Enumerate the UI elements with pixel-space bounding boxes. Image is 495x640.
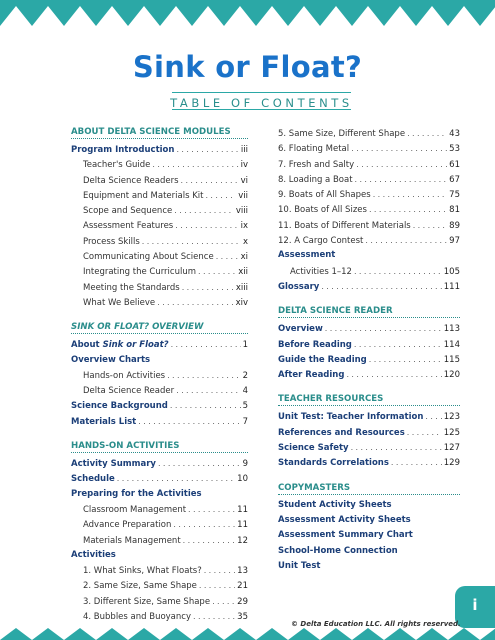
toc-entry-text: 6. Floating Metal xyxy=(278,144,350,155)
toc-entry[interactable] xyxy=(278,513,460,528)
dot-leader xyxy=(157,295,233,310)
toc-page-number: 7 xyxy=(242,416,248,427)
bottom-zigzag-border xyxy=(0,598,495,640)
toc-entry-title xyxy=(71,189,203,204)
toc-entry-title xyxy=(278,426,405,441)
toc-entry-text: 9. Boats of All Shapes xyxy=(278,190,371,201)
toc-entry-text: Meeting the Standards xyxy=(83,282,180,293)
toc-column-right xyxy=(278,126,460,574)
toc-entry-title xyxy=(278,456,389,471)
toc-entry-title xyxy=(278,127,405,142)
toc-page-number: 12 xyxy=(237,535,248,546)
toc-entry-title xyxy=(71,548,116,563)
toc-entry-text: Delta Science Reader xyxy=(83,386,175,397)
dot-leader xyxy=(171,337,241,352)
toc-entry-text: Classroom Management xyxy=(83,504,187,515)
toc-entry[interactable] xyxy=(71,487,248,502)
toc-entry-text: Program Introduction xyxy=(71,145,175,155)
toc-entry-title xyxy=(278,498,392,513)
top-zigzag-border xyxy=(0,0,495,26)
toc-entry[interactable] xyxy=(278,528,460,543)
toc-section-heading xyxy=(71,126,248,139)
section-heading-emphasis: SINK OR FLOAT? xyxy=(71,322,150,333)
toc-entry-text: Overview xyxy=(278,324,323,335)
toc-entry-title xyxy=(71,158,150,173)
toc-entry-text: Communicating About Science xyxy=(83,252,214,263)
toc-entry[interactable] xyxy=(71,517,248,532)
toc-entry[interactable] xyxy=(71,368,248,383)
dot-leader xyxy=(176,142,238,157)
toc-entry[interactable] xyxy=(71,414,248,429)
toc-entry-text: Process Skills xyxy=(83,236,140,247)
toc-entry-text: About xyxy=(71,340,103,351)
toc-page-number: 4 xyxy=(242,386,248,397)
dot-leader xyxy=(204,563,235,578)
toc-entry[interactable] xyxy=(278,264,460,279)
dot-leader xyxy=(351,141,447,156)
toc-entry[interactable] xyxy=(278,559,460,574)
toc-page-number: 21 xyxy=(237,581,248,592)
toc-entry-text: 2. Same Size, Same Shape xyxy=(83,581,197,592)
toc-entry-text: Activity Summary xyxy=(71,459,156,470)
toc-page-number: xiv xyxy=(235,297,248,308)
toc-entry-text: Assessment Summary Chart xyxy=(278,530,413,541)
toc-entry-title xyxy=(278,368,344,383)
toc-entry-text: Teacher's Guide xyxy=(83,160,151,171)
toc-entry-text: 7. Fresh and Salty xyxy=(278,159,355,170)
toc-entry[interactable] xyxy=(278,352,460,367)
dot-leader xyxy=(183,533,236,548)
toc-entry[interactable] xyxy=(278,248,460,263)
section-heading-text: COPYMASTERS xyxy=(278,482,351,493)
toc-page-number: 113 xyxy=(443,324,460,335)
toc-entry-title xyxy=(71,487,202,502)
toc-entry-title xyxy=(278,410,423,425)
toc-entry[interactable] xyxy=(278,157,460,172)
toc-entry-title xyxy=(71,503,186,518)
toc-entry-text: 12. A Cargo Contest xyxy=(278,236,364,247)
dot-leader xyxy=(321,279,441,294)
toc-page-number: 75 xyxy=(449,190,460,201)
toc-entry[interactable] xyxy=(71,548,248,563)
toc-column-left xyxy=(71,126,248,624)
dot-leader xyxy=(170,398,241,413)
toc-entry[interactable] xyxy=(71,383,248,398)
toc-entry[interactable] xyxy=(71,203,248,218)
toc-page-number: 61 xyxy=(449,159,460,170)
toc-entry[interactable] xyxy=(71,398,248,413)
toc-entry[interactable] xyxy=(71,295,248,310)
toc-page-number: 5 xyxy=(242,401,248,412)
toc-entry-title xyxy=(71,265,196,280)
toc-entry[interactable] xyxy=(278,455,460,470)
toc-entry-text: Student Activity Sheets xyxy=(278,499,392,510)
toc-entry[interactable] xyxy=(71,337,248,352)
toc-entry-text: Before Reading xyxy=(278,339,352,350)
toc-entry[interactable] xyxy=(278,544,460,559)
toc-entry-title xyxy=(278,338,352,353)
toc-entry[interactable] xyxy=(278,279,460,294)
toc-entry-text: Schedule xyxy=(71,474,115,485)
toc-entry-title xyxy=(278,219,411,234)
toc-entry[interactable] xyxy=(71,502,248,517)
toc-entry-title xyxy=(71,338,169,353)
dot-leader xyxy=(142,234,241,249)
toc-entry[interactable] xyxy=(278,367,460,382)
toc-page-number: iii xyxy=(240,145,248,155)
toc-page-number: viii xyxy=(235,206,248,217)
toc-entry-text: Advance Preparation xyxy=(83,520,172,531)
toc-entry-title xyxy=(278,188,371,203)
dot-leader xyxy=(346,367,441,382)
toc-entry-title xyxy=(278,353,367,368)
toc-entry[interactable] xyxy=(71,578,248,593)
toc-entry[interactable] xyxy=(71,280,248,295)
toc-entry-title xyxy=(278,234,363,249)
toc-entry[interactable] xyxy=(71,234,248,249)
dot-leader xyxy=(356,157,447,172)
toc-entry-text: Standards Correlations xyxy=(278,458,389,469)
toc-page-number: 115 xyxy=(443,354,460,365)
toc-page-number: 2 xyxy=(242,370,248,381)
dot-leader xyxy=(199,578,235,593)
toc-entry-text: Overview Charts xyxy=(71,354,151,365)
toc-entry-title xyxy=(71,353,150,368)
dot-leader xyxy=(158,456,241,471)
toc-entry[interactable] xyxy=(71,533,248,548)
toc-page-number: vi xyxy=(240,175,248,186)
toc-section-heading xyxy=(278,393,460,406)
toc-section-heading xyxy=(278,482,460,495)
toc-entry-text: Unit Test: Teacher Information xyxy=(278,412,424,423)
dot-leader xyxy=(182,280,234,295)
toc-entry-text: Activities xyxy=(71,549,116,560)
toc-page-number: xi xyxy=(240,252,248,263)
toc-entry[interactable] xyxy=(71,456,248,471)
toc-entry[interactable] xyxy=(278,425,460,440)
toc-entry-title xyxy=(278,280,319,295)
toc-entry-title xyxy=(278,544,398,559)
toc-entry-text: Preparing for the Activities xyxy=(71,488,202,499)
dot-leader xyxy=(413,218,447,233)
dot-leader xyxy=(325,321,442,336)
toc-entry-emphasis: Sink or Float? xyxy=(102,340,169,351)
toc-page-number: 29 xyxy=(237,596,248,607)
toc-page-number: 43 xyxy=(449,129,460,139)
toc-entry-text: 8. Loading a Boat xyxy=(278,174,353,185)
toc-page-number: 67 xyxy=(449,174,460,185)
toc-entry[interactable] xyxy=(71,218,248,233)
dot-leader xyxy=(174,203,234,218)
toc-entry-text: Guide the Reading xyxy=(278,354,367,365)
toc-page-number: 111 xyxy=(443,281,460,292)
toc-entry-title xyxy=(71,281,180,296)
toc-entry-text: Assessment Features xyxy=(83,221,174,232)
dot-leader xyxy=(205,188,236,203)
dot-leader xyxy=(198,264,236,279)
toc-page-number: 105 xyxy=(443,266,460,277)
toc-entry-title xyxy=(71,143,174,158)
toc-entry-title xyxy=(71,579,197,594)
toc-entry-title xyxy=(71,415,136,430)
toc-entry-title xyxy=(71,219,173,234)
dot-leader xyxy=(138,414,240,429)
toc-entry[interactable] xyxy=(71,249,248,264)
toc-entry-text: 11. Boats of Different Materials xyxy=(278,220,411,231)
toc-entry[interactable] xyxy=(278,141,460,156)
toc-entry-title xyxy=(278,265,352,280)
toc-page-number: 53 xyxy=(449,144,460,155)
toc-page-number: xiii xyxy=(235,282,248,293)
toc-page-number: ix xyxy=(240,221,248,232)
toc-entry[interactable] xyxy=(278,233,460,248)
toc-entry-title xyxy=(71,235,140,250)
toc-entry-title xyxy=(278,528,413,543)
toc-entry[interactable] xyxy=(278,218,460,233)
dot-leader xyxy=(175,218,238,233)
dot-leader xyxy=(407,425,442,440)
toc-entry-text: Glossary xyxy=(278,281,320,292)
copyright-notice: © Delta Education LLC. All rights reserved. xyxy=(291,620,461,628)
toc-entry-text: Science Safety xyxy=(278,443,349,454)
dot-leader xyxy=(407,126,447,141)
toc-entry[interactable] xyxy=(278,440,460,455)
dot-leader xyxy=(173,517,235,532)
dot-leader xyxy=(391,455,442,470)
dot-leader xyxy=(354,264,442,279)
toc-page-number: 123 xyxy=(443,412,460,423)
toc-page-number: 13 xyxy=(237,566,248,577)
toc-entry[interactable] xyxy=(278,126,460,141)
toc-section-heading xyxy=(71,321,248,334)
section-heading-text: ABOUT DELTA SCIENCE MODULES xyxy=(71,127,231,137)
toc-entry-title xyxy=(71,457,156,472)
toc-entry-title xyxy=(278,158,354,173)
toc-page-number: 89 xyxy=(449,220,460,231)
toc-entry[interactable] xyxy=(71,471,248,486)
section-heading-text: DELTA SCIENCE READER xyxy=(278,306,393,317)
page-title: Sink or Float? xyxy=(132,50,363,84)
toc-entry[interactable] xyxy=(71,353,248,368)
toc-page-number: 125 xyxy=(443,427,460,438)
toc-page-number: 81 xyxy=(449,205,460,216)
toc-rule-bottom xyxy=(172,109,351,110)
dot-leader xyxy=(355,172,448,187)
toc-entry[interactable] xyxy=(278,498,460,513)
page-number-tab xyxy=(455,586,495,628)
toc-page-number: 97 xyxy=(449,236,460,247)
toc-entry-title xyxy=(278,441,349,456)
toc-entry-text: After Reading xyxy=(278,370,345,381)
toc-entry-text: Activities 1–12 xyxy=(290,266,352,277)
dot-leader xyxy=(188,502,235,517)
toc-entry[interactable] xyxy=(278,172,460,187)
toc-rule-top xyxy=(172,92,351,93)
toc-entry-text: 5. Same Size, Different Shape xyxy=(278,129,406,139)
toc-entry-text: Equipment and Materials Kit xyxy=(83,190,204,201)
toc-heading xyxy=(0,92,495,111)
toc-entry[interactable] xyxy=(71,173,248,188)
toc-page-number: 120 xyxy=(443,370,460,381)
dot-leader xyxy=(369,352,442,367)
toc-entry-text: Assessment Activity Sheets xyxy=(278,514,411,525)
toc-page-number: 127 xyxy=(443,443,460,454)
toc-entry-title xyxy=(278,513,411,528)
dot-leader xyxy=(369,202,447,217)
toc-entry-title xyxy=(71,384,174,399)
toc-page-number: iv xyxy=(240,160,248,171)
dot-leader xyxy=(365,233,447,248)
section-heading-text: TEACHER RESOURCES xyxy=(278,394,384,405)
section-heading-text: OVERVIEW xyxy=(149,322,204,333)
toc-entry-text: What We Believe xyxy=(83,297,156,308)
toc-page-number: x xyxy=(242,236,248,247)
toc-page-number: 10 xyxy=(237,474,248,485)
toc-page-number: xii xyxy=(238,267,248,278)
dot-leader xyxy=(117,471,235,486)
toc-entry-text: Integrating the Curriculum xyxy=(83,267,196,278)
toc-entry-text: Delta Science Readers xyxy=(83,175,179,186)
dot-leader xyxy=(181,173,239,188)
toc-entry-title xyxy=(278,559,320,574)
dot-leader xyxy=(216,249,239,264)
toc-entry-text: Unit Test xyxy=(278,560,321,571)
dot-leader xyxy=(176,383,240,398)
toc-entry-title xyxy=(71,204,172,219)
toc-page-number: 35 xyxy=(237,612,248,623)
toc-entry-title xyxy=(278,322,323,337)
toc-entry[interactable] xyxy=(278,337,460,352)
toc-entry-text: Hands-on Activities xyxy=(83,370,166,381)
toc-entry[interactable] xyxy=(278,321,460,336)
toc-entry[interactable] xyxy=(71,188,248,203)
toc-entry-title xyxy=(278,203,367,218)
toc-entry-text: 10. Boats of All Sizes xyxy=(278,205,367,216)
toc-entry-text: 1. What Sinks, What Floats? xyxy=(83,566,202,577)
dot-leader xyxy=(167,368,240,383)
toc-entry-text: Science Background xyxy=(71,401,168,412)
dot-leader xyxy=(425,409,441,424)
toc-entry-text: School-Home Connection xyxy=(278,545,398,556)
toc-entry-text: Scope and Sequence xyxy=(83,206,173,217)
toc-entry[interactable] xyxy=(71,264,248,279)
toc-page-number: 114 xyxy=(443,339,460,350)
toc-section-heading xyxy=(278,305,460,318)
toc-entry-title xyxy=(71,174,179,189)
toc-page-number: 11 xyxy=(237,520,248,531)
toc-entry-title xyxy=(71,472,115,487)
dot-leader xyxy=(152,157,238,172)
toc-page-number: 1 xyxy=(242,340,248,351)
toc-entry-title xyxy=(71,564,202,579)
toc-entry-title xyxy=(278,173,353,188)
toc-entry[interactable] xyxy=(278,187,460,202)
toc-heading-label: TABLE OF CONTENTS xyxy=(170,96,353,110)
toc-entry-title xyxy=(71,534,181,549)
toc-entry[interactable] xyxy=(278,202,460,217)
toc-entry-text: Assessment xyxy=(278,250,336,261)
toc-page-number: 129 xyxy=(443,458,460,469)
toc-page-number: 9 xyxy=(242,459,248,470)
toc-entry-title xyxy=(278,142,349,157)
toc-entry[interactable] xyxy=(71,563,248,578)
toc-entry-title xyxy=(71,369,165,384)
toc-entry-text: 3. Different Size, Same Shape xyxy=(83,596,211,607)
toc-page-number: 11 xyxy=(237,504,248,515)
bottom-zigzag-teeth xyxy=(0,628,495,640)
toc-entry-title xyxy=(71,296,155,311)
toc-entry[interactable] xyxy=(71,157,248,172)
section-heading-text: HANDS-ON ACTIVITIES xyxy=(71,441,180,452)
toc-entry-text: Materials Management xyxy=(83,535,181,546)
dot-leader xyxy=(351,440,442,455)
dot-leader xyxy=(354,337,442,352)
toc-entry-text: References and Resources xyxy=(278,427,405,438)
toc-entry-text: Materials List xyxy=(71,416,137,427)
toc-section-heading xyxy=(71,440,248,453)
toc-entry-title xyxy=(278,248,335,263)
toc-page-number: vii xyxy=(238,190,248,201)
toc-entry-title xyxy=(71,399,168,414)
toc-entry[interactable] xyxy=(278,409,460,424)
toc-entry-title xyxy=(71,518,171,533)
page-number: i xyxy=(472,596,478,614)
toc-entry[interactable] xyxy=(71,142,248,157)
toc-entry-title xyxy=(71,250,214,265)
dot-leader xyxy=(373,187,447,202)
toc-entry-text: 4. Bubbles and Buoyancy xyxy=(83,612,191,623)
